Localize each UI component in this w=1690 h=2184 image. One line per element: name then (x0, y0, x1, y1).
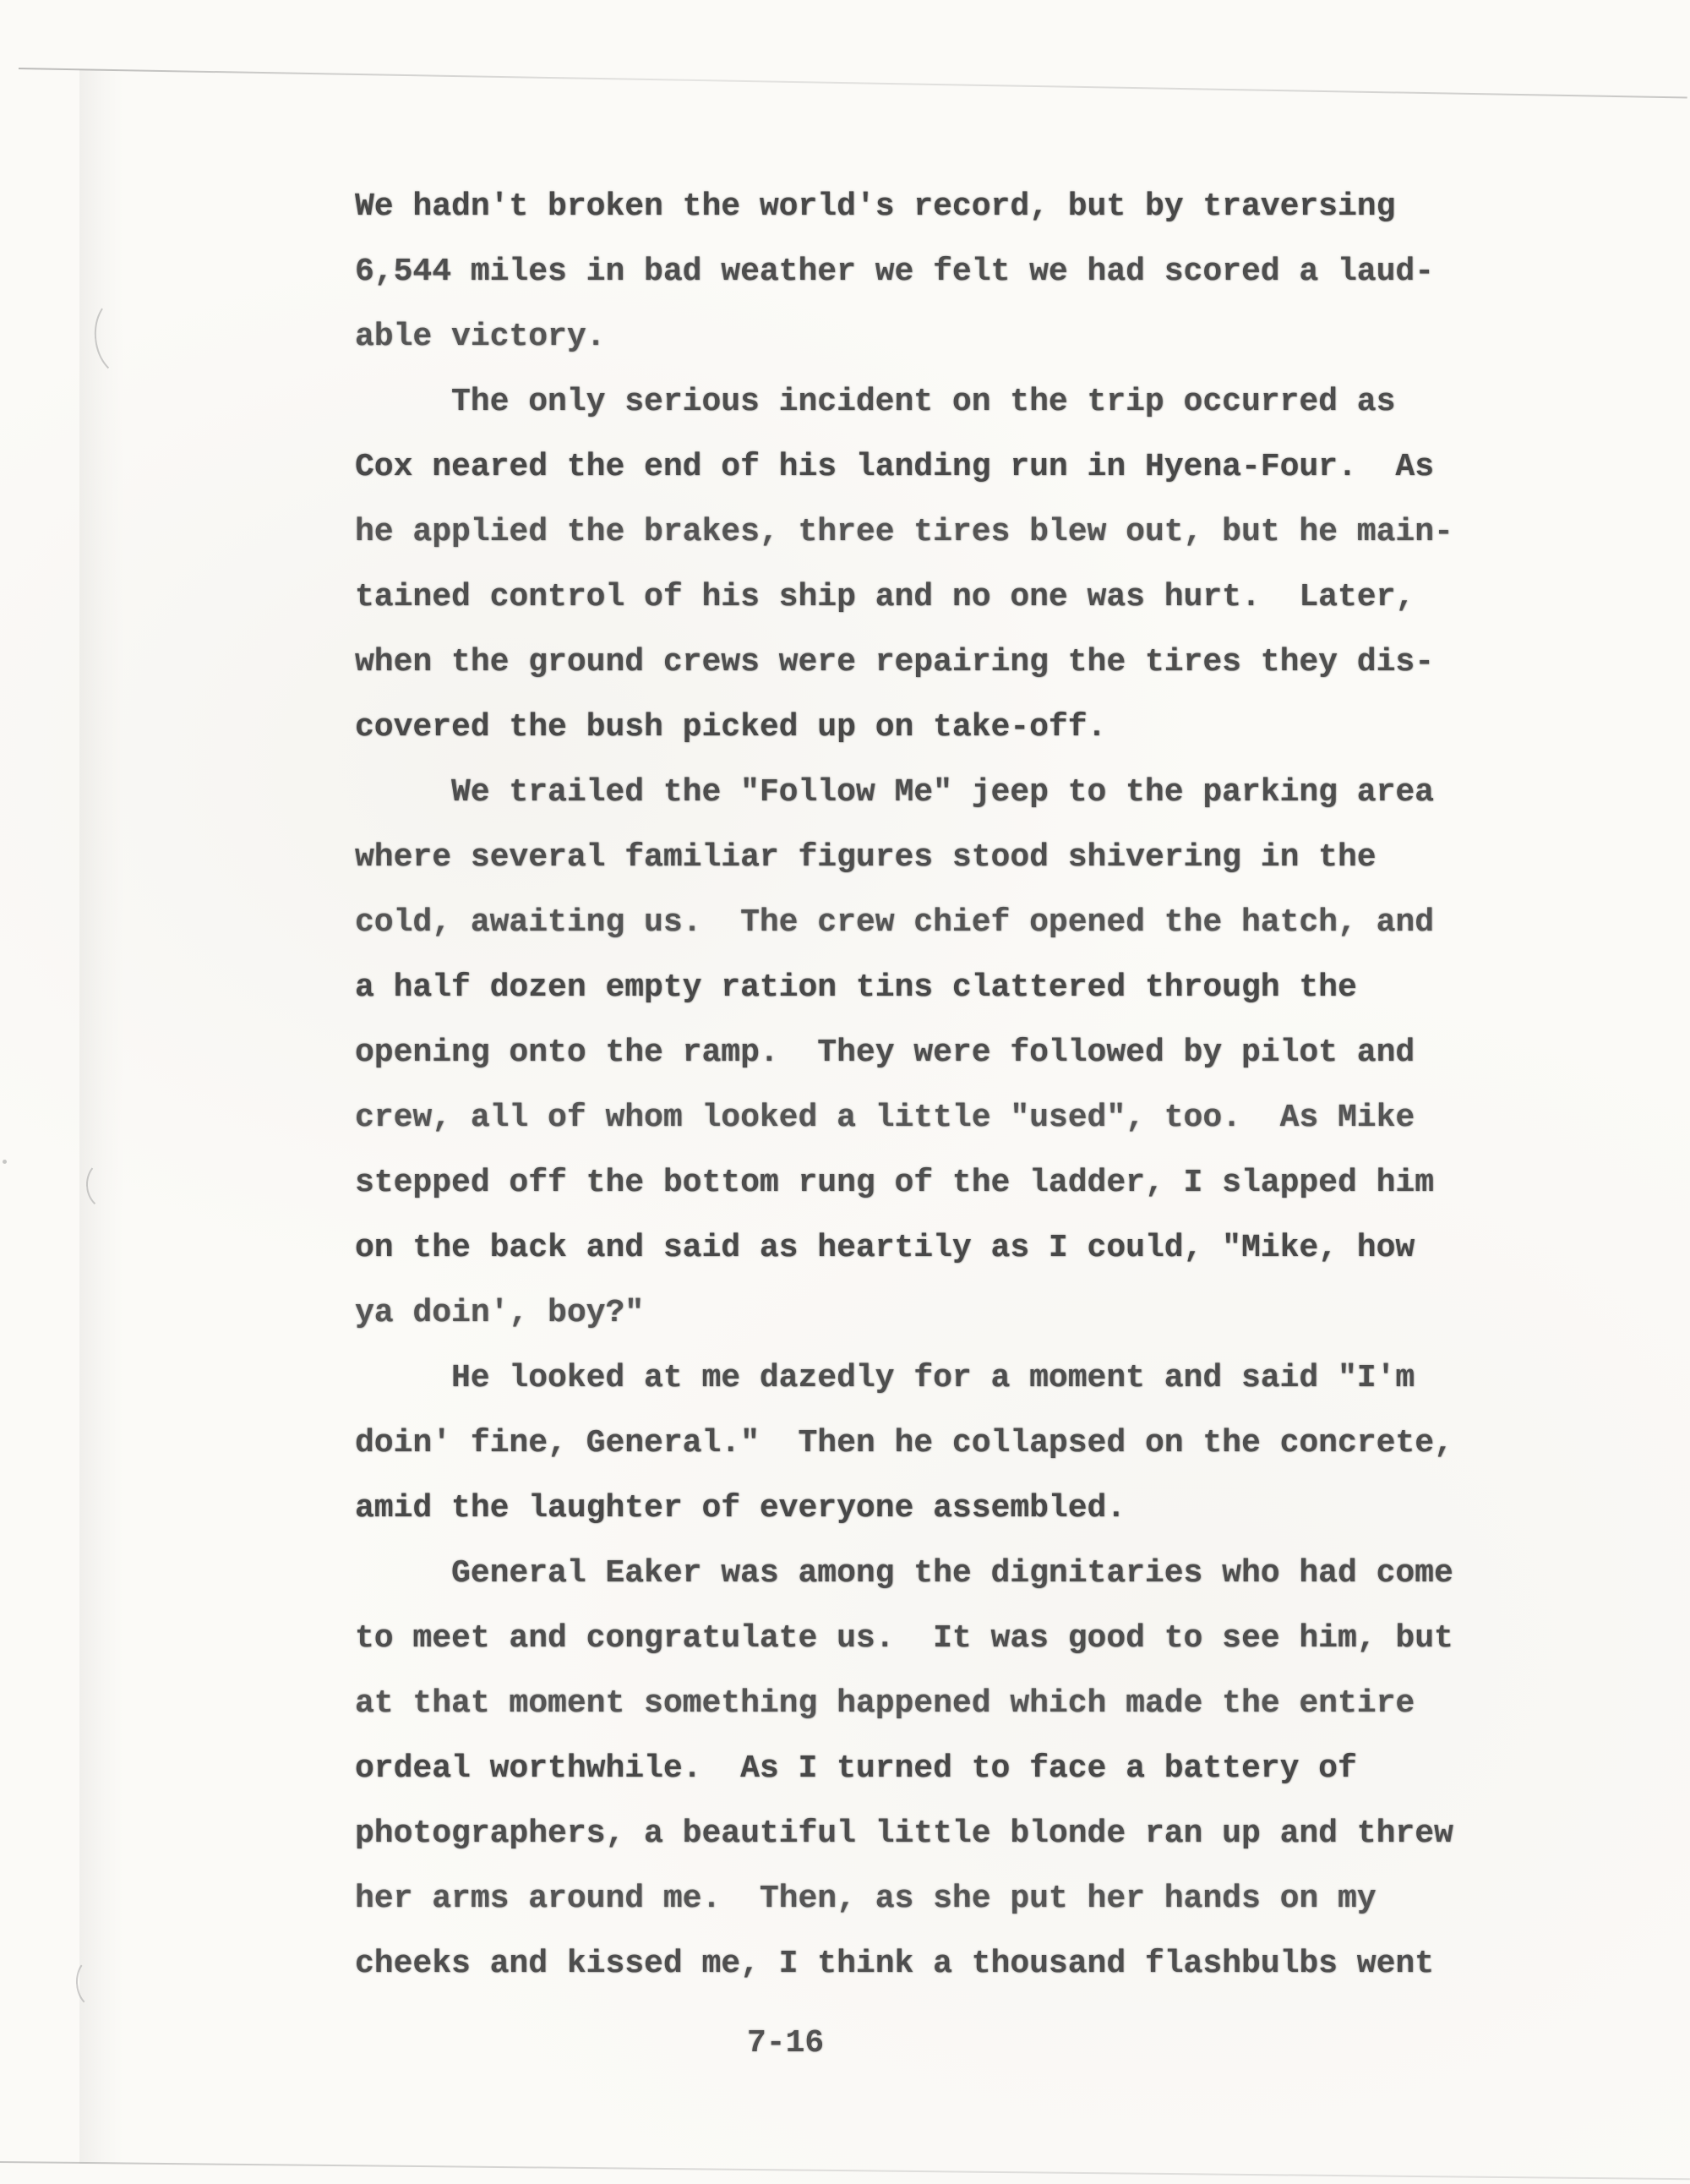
typed-line: on the back and said as heartily as I could, "Mike, how (355, 1230, 1415, 1266)
typed-line: We hadn't broken the world's record, but by traversing (355, 188, 1396, 225)
typed-line: The only serious incident on the trip occurred as (451, 384, 1396, 420)
typed-line: 6,544 miles in bad weather we felt we had scored a laud- (355, 254, 1435, 290)
typed-line: he applied the brakes, three tires blew out, but he main- (355, 514, 1453, 550)
scan-speck (3, 1160, 7, 1164)
typed-line: Cox neared the end of his landing run in Hyena-Four. As (355, 449, 1435, 485)
typed-line: where several familiar figures stood shivering in the (355, 839, 1377, 876)
typed-line: cheeks and kissed me, I think a thousand flashbulbs went (355, 1946, 1435, 1982)
scan-bottom-edge-line (0, 2161, 1690, 2180)
typed-line: covered the bush picked up on take-off. (355, 709, 1107, 745)
typed-line: opening onto the ramp. They were followed by pilot and (355, 1035, 1415, 1071)
typed-line: at that moment something happened which made the entire (355, 1685, 1415, 1722)
typed-line: crew, all of whom looked a little "used", too. As Mike (355, 1100, 1415, 1136)
typed-line: tained control of his ship and no one was hurt. Later, (355, 579, 1415, 615)
typed-line: ordeal worthwhile. As I turned to face a battery of (355, 1750, 1357, 1787)
typed-line: to meet and congratulate us. It was good to see him, but (355, 1620, 1453, 1657)
typed-line: cold, awaiting us. The crew chief opened the hatch, and (355, 904, 1435, 941)
typed-line: photographers, a beautiful little blonde ran up and threw (355, 1815, 1453, 1852)
typed-line: doin' fine, General." Then he collapsed on the concrete, (355, 1425, 1453, 1461)
scan-left-edge-shadow (79, 69, 123, 2164)
typed-line: able victory. (355, 319, 606, 355)
typed-line: amid the laughter of everyone assembled. (355, 1490, 1126, 1526)
typed-line: He looked at me dazedly for a moment and said "I'm (451, 1360, 1415, 1396)
typed-line: We trailed the "Follow Me" jeep to the parking area (451, 774, 1434, 811)
typed-line: stepped off the bottom rung of the ladder, I slapped him (355, 1165, 1435, 1201)
typed-line: General Eaker was among the dignitaries who had come (451, 1555, 1453, 1592)
text-block (355, 174, 1521, 1996)
page-number: 7-16 (747, 2025, 825, 2061)
typed-line: her arms around me. Then, as she put her hands on my (355, 1881, 1377, 1917)
typed-line: when the ground crews were repairing the tires they dis- (355, 644, 1435, 680)
scan-top-edge-line (19, 68, 1687, 98)
typed-line: ya doin', boy?" (355, 1295, 645, 1331)
typed-line: a half dozen empty ration tins clattered through the (355, 969, 1357, 1006)
